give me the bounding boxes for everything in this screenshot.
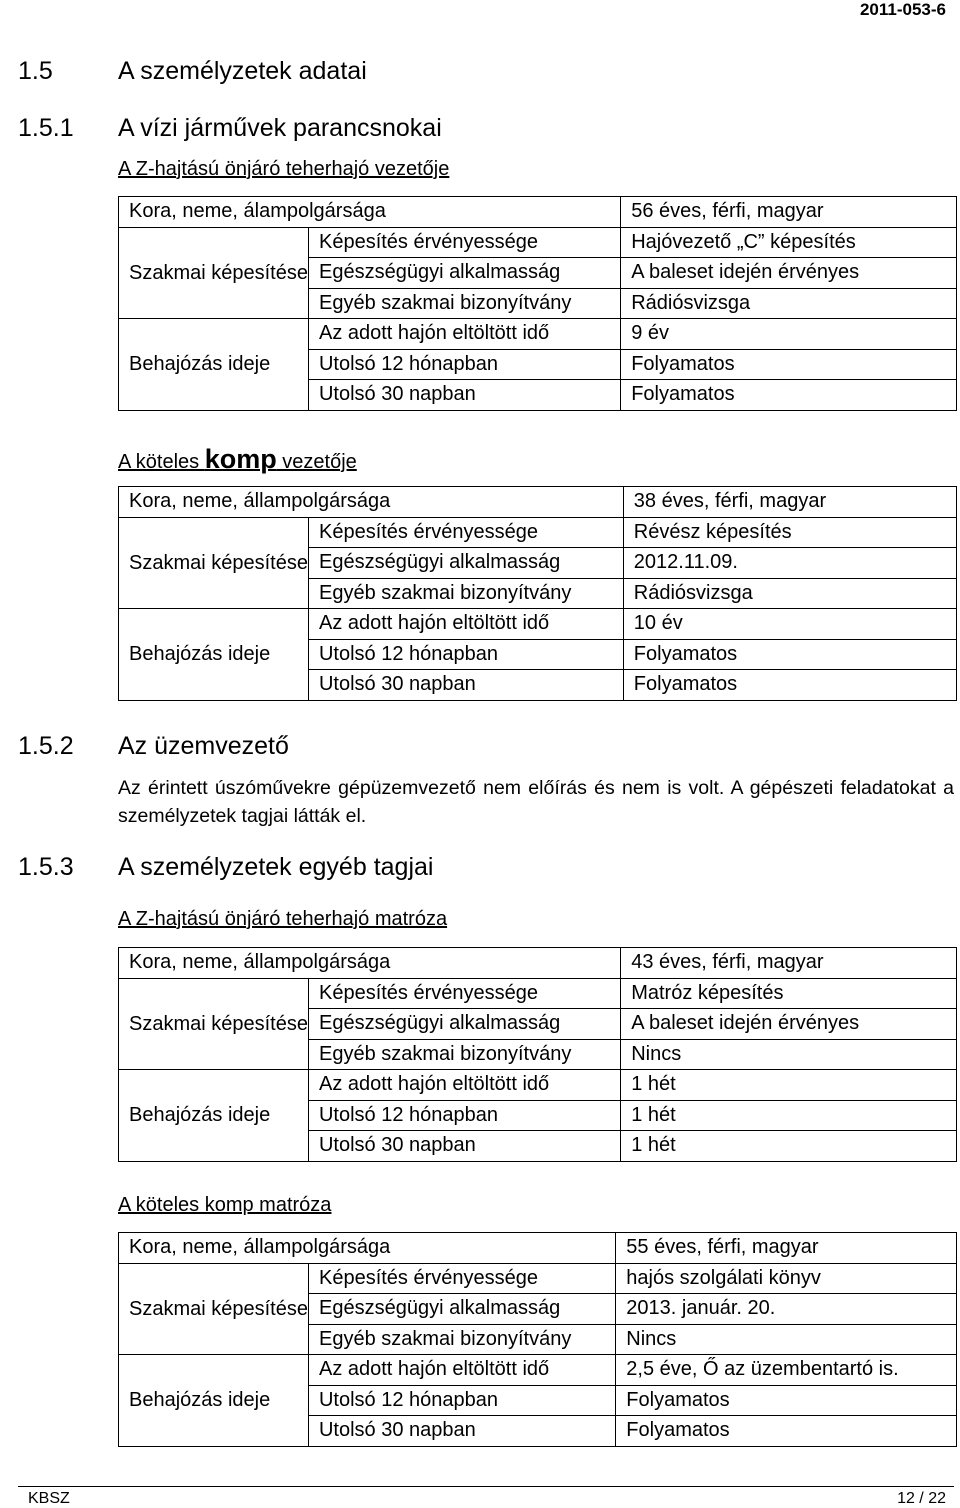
row-label: Utolsó 30 napban xyxy=(308,380,620,411)
group-label: Behajózás ideje xyxy=(119,1070,309,1162)
group-label: Szakmai képesítése xyxy=(119,1263,309,1355)
crew-table xyxy=(118,196,957,411)
document-id: 2011-053-6 xyxy=(859,0,946,19)
head-label: Kora, neme, állampolgársága xyxy=(119,487,624,518)
row-label: Egyéb szakmai bizonyítvány xyxy=(308,1324,615,1355)
row-value: Folyamatos xyxy=(623,639,956,670)
row-value: Révész képesítés xyxy=(623,517,956,548)
row-label: Egyéb szakmai bizonyítvány xyxy=(308,578,623,609)
row-value: Nincs xyxy=(616,1324,957,1355)
table-row xyxy=(119,609,957,640)
row-value: 2,5 éve, Ő az üzembentartó is. xyxy=(616,1355,957,1386)
row-label: Utolsó 30 napban xyxy=(308,670,623,701)
row-value: Hajóvezető „C” képesítés xyxy=(621,227,957,258)
row-label: Egészségügyi alkalmasság xyxy=(308,548,623,579)
page-number: 12 / 22 xyxy=(897,1490,946,1507)
row-label: Az adott hajón eltöltött idő xyxy=(308,319,620,350)
row-value: 1 hét xyxy=(621,1100,957,1131)
table-caption: A Z-hajtású önjáró teherhajó matróza xyxy=(118,908,448,930)
caption-emphasis: komp xyxy=(204,444,277,474)
table-row xyxy=(119,1070,957,1101)
table-row xyxy=(119,227,957,258)
table-row xyxy=(119,319,957,350)
caption-part: vezetője xyxy=(276,451,357,473)
row-value: Rádiósvizsga xyxy=(623,578,956,609)
row-value: 1 hét xyxy=(621,1131,957,1162)
row-label: Képesítés érvényessége xyxy=(308,978,620,1009)
row-value: Matróz képesítés xyxy=(621,978,957,1009)
caption-part: A köteles xyxy=(118,451,205,473)
table-caption xyxy=(118,444,357,475)
table-row xyxy=(119,1233,957,1264)
group-label: Behajózás ideje xyxy=(119,319,309,411)
row-value: Folyamatos xyxy=(623,670,956,701)
row-label: Utolsó 12 hónapban xyxy=(308,349,620,380)
section-title: A személyzetek adatai xyxy=(118,57,367,85)
row-value: Folyamatos xyxy=(621,380,957,411)
row-label: Utolsó 30 napban xyxy=(308,1131,620,1162)
row-label: Egyéb szakmai bizonyítvány xyxy=(308,288,620,319)
crew-table xyxy=(118,947,957,1162)
row-value: A baleset idején érvényes xyxy=(621,258,957,289)
head-label: Kora, neme, állampolgársága xyxy=(119,1233,616,1264)
row-label: Egészségügyi alkalmasság xyxy=(308,1009,620,1040)
row-label: Az adott hajón eltöltött idő xyxy=(308,609,623,640)
head-label: Kora, neme, állampolgársága xyxy=(119,948,621,979)
paragraph: Az érintett úszóművekre gépüzemvezető nem előírás és nem is volt. A gépészeti feladatokat a személyzetek tagjai látták el. xyxy=(118,777,954,827)
table-row xyxy=(119,1355,957,1386)
row-value: Folyamatos xyxy=(616,1416,957,1447)
row-label: Képesítés érvényessége xyxy=(308,1263,615,1294)
table-row xyxy=(119,517,957,548)
group-label: Szakmai képesítése xyxy=(119,978,309,1070)
footer-divider xyxy=(18,1486,954,1487)
row-value: 2013. január. 20. xyxy=(616,1294,957,1325)
crew-table xyxy=(118,1232,957,1447)
row-label: Képesítés érvényessége xyxy=(308,227,620,258)
table-caption: A Z-hajtású önjáró teherhajó vezetője xyxy=(118,158,450,180)
row-label: Utolsó 12 hónapban xyxy=(308,1100,620,1131)
subsection-number: 1.5.1 xyxy=(18,114,74,142)
row-label: Az adott hajón eltöltött idő xyxy=(308,1355,615,1386)
row-label: Képesítés érvényessége xyxy=(308,517,623,548)
head-value: 38 éves, férfi, magyar xyxy=(623,487,956,518)
head-value: 43 éves, férfi, magyar xyxy=(621,948,957,979)
subsection-title: A vízi járművek parancsnokai xyxy=(118,114,442,142)
section-number: 1.5 xyxy=(18,57,53,85)
footer-org: KBSZ xyxy=(28,1490,70,1507)
row-value: Folyamatos xyxy=(616,1385,957,1416)
subsection-title: A személyzetek egyéb tagjai xyxy=(118,853,434,881)
row-label: Egyéb szakmai bizonyítvány xyxy=(308,1039,620,1070)
subsection-number: 1.5.3 xyxy=(18,853,74,881)
head-label: Kora, neme, álampolgársága xyxy=(119,197,621,228)
row-value: 1 hét xyxy=(621,1070,957,1101)
group-label: Behajózás ideje xyxy=(119,609,309,701)
head-value: 56 éves, férfi, magyar xyxy=(621,197,957,228)
head-value: 55 éves, férfi, magyar xyxy=(616,1233,957,1264)
group-label: Szakmai képesítése xyxy=(119,227,309,319)
group-label: Szakmai képesítése xyxy=(119,517,309,609)
row-value: hajós szolgálati könyv xyxy=(616,1263,957,1294)
row-value: 10 év xyxy=(623,609,956,640)
row-label: Egészségügyi alkalmasság xyxy=(308,258,620,289)
table-row xyxy=(119,487,957,518)
row-label: Utolsó 12 hónapban xyxy=(308,639,623,670)
row-value: Folyamatos xyxy=(621,349,957,380)
subsection-number: 1.5.2 xyxy=(18,732,74,760)
group-label: Behajózás ideje xyxy=(119,1355,309,1447)
row-value: Rádiósvizsga xyxy=(621,288,957,319)
subsection-title: Az üzemvezető xyxy=(118,732,289,760)
table-row xyxy=(119,1263,957,1294)
table-row xyxy=(119,978,957,1009)
row-value: A baleset idején érvényes xyxy=(621,1009,957,1040)
table-caption: A köteles komp matróza xyxy=(118,1194,332,1216)
row-label: Egészségügyi alkalmasság xyxy=(308,1294,615,1325)
table-row xyxy=(119,948,957,979)
table-row xyxy=(119,197,957,228)
row-value: 2012.11.09. xyxy=(623,548,956,579)
crew-table xyxy=(118,486,957,701)
row-label: Utolsó 30 napban xyxy=(308,1416,615,1447)
row-value: Nincs xyxy=(621,1039,957,1070)
row-label: Az adott hajón eltöltött idő xyxy=(308,1070,620,1101)
row-value: 9 év xyxy=(621,319,957,350)
row-label: Utolsó 12 hónapban xyxy=(308,1385,615,1416)
